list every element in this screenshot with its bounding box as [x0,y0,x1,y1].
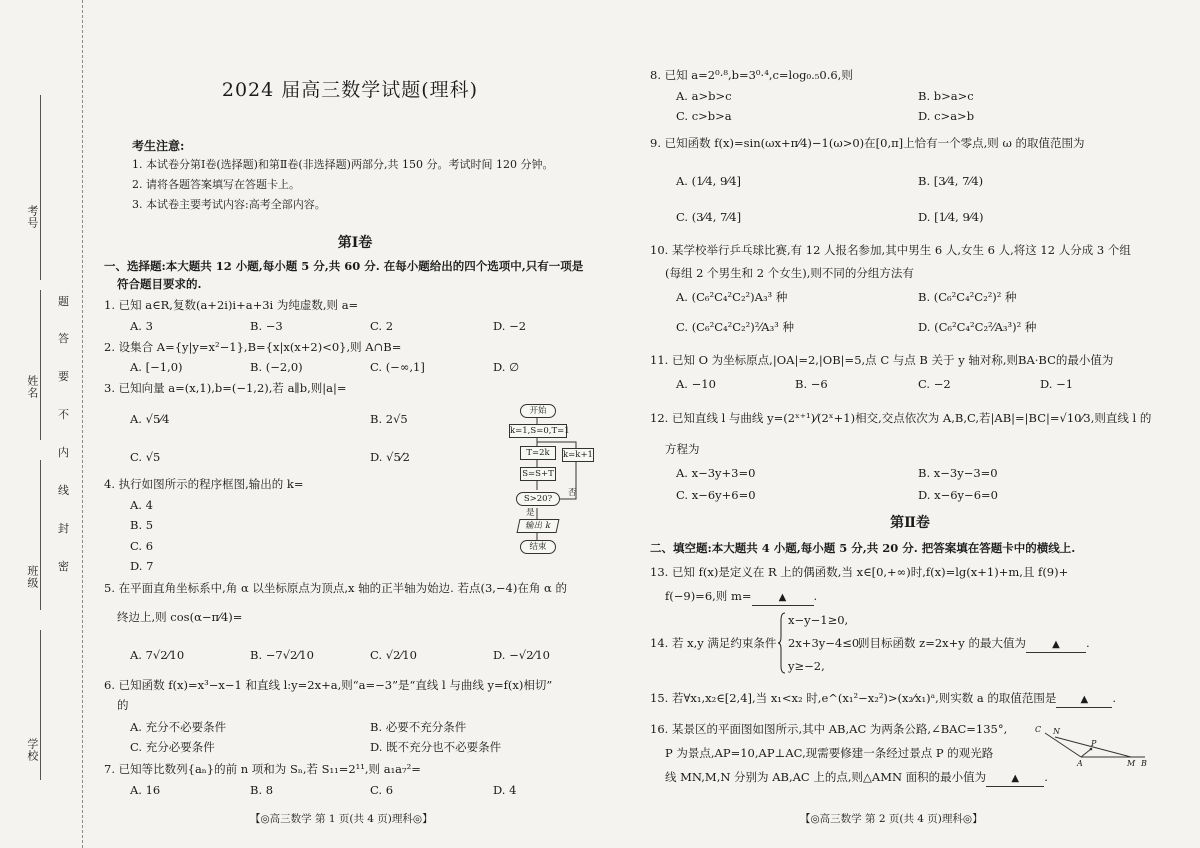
q12-option-b: B. x−3y−3=0 [918,466,998,480]
banji-line [40,460,41,610]
q16-label-c: C [1035,725,1042,734]
q4-stem: 4. 执行如图所示的程序框图,输出的 k= [104,477,304,491]
binding-strip [0,0,83,848]
q4-option-d: D. 7 [130,559,154,573]
q15-wrap: 15. 若∀x₁,x₂∈[2,4],当 x₁<x₂ 时,e^(x₁²−x₂²)>(x₂⁄x₁)ᵃ,则实数 a 的取值范围是 ▲ . [650,691,1116,708]
q13-line2-wrap: f(−9)=6,则 m= ▲ . [665,589,817,606]
q1-option-b: B. −3 [250,319,283,333]
q1-option-a: A. 3 [130,319,153,333]
blank-triangle-icon: ▲ [1052,639,1060,650]
q9-option-c: C. (3⁄4, 7⁄4] [676,210,742,224]
flowchart-out: 输出 k [517,519,560,533]
q14-pre: 14. 若 x,y 满足约束条件 [650,636,777,650]
q8-stem: 8. 已知 a=2⁰·⁸,b=3⁰·⁴,c=log₀.₅0.6,则 [650,68,853,82]
notice-line: 1. 本试卷分第Ⅰ卷(选择题)和第Ⅱ卷(非选择题)两部分,共 150 分。考试时间 120 分钟。 [132,158,554,172]
q6-line2: 的 [117,698,129,712]
q10-line1: 10. 某学校举行乒乓球比赛,有 12 人报名参加,其中男生 6 人,女生 6 人,将这 12 人分成 3 个组 [650,243,1131,257]
flowchart [508,404,598,564]
q8-option-a: A. a>b>c [676,89,732,103]
q1-stem: 1. 已知 a∈R,复数(a+2i)i+a+3i 为纯虚数,则 a= [104,298,359,312]
q7-option-b: B. 8 [250,783,274,797]
q16-label-b: B [1141,759,1147,768]
q4-option-c: C. 6 [130,539,154,553]
q8-option-c: C. c>b>a [676,109,732,123]
q14-c2: 2x+3y−4≤0, [788,636,863,650]
q16-line3-wrap: 线 MN,M,N 分别为 AB,AC 上的点,则△AMN 面积的最小值为 ▲ . [665,770,1048,787]
flowchart-cond: S>20? [516,492,560,506]
notice-line: 2. 请将各题答案填写在答题卡上。 [132,178,300,192]
kaohao-line [40,95,41,280]
flowchart-yes: 是 [526,508,535,518]
q14-post: 则目标函数 z=2x+y 的最大值为 [858,636,1026,650]
page-title: 2024 届高三数学试题(理科) [221,79,479,101]
q2-option-c: C. (−∞,1] [370,360,425,374]
seal-char: 密 [58,560,69,573]
q13-answer-blank[interactable] [752,591,814,606]
seal-char: 线 [58,484,69,497]
q3-option-d: D. √5⁄2 [370,450,411,464]
q10-option-d: D. (C₆²C₄²C₂²⁄A₃³)² 种 [918,320,1037,334]
q4-option-a: A. 4 [130,498,153,512]
q11-option-a: A. −10 [676,377,716,391]
footer-right: 【◎高三数学 第 2 页(共 4 页)理科◎】 [800,813,983,825]
q7-option-d: D. 4 [493,783,517,797]
q5-option-b: B. −7√2⁄10 [250,648,314,662]
q8-option-b: B. b>a>c [918,89,974,103]
q5-option-a: A. 7√2⁄10 [130,648,185,662]
q2-option-a: A. [−1,0) [130,360,183,374]
q16-label-n: N [1053,727,1060,736]
q3-option-a: A. √5⁄4 [130,412,170,426]
xuexiao-line [40,630,41,780]
q15-answer-blank[interactable] [1056,693,1112,708]
q7-option-a: A. 16 [130,783,161,797]
q16-line3: 线 MN,M,N 分别为 AB,AC 上的点,则△AMN 面积的最小值为 [665,770,987,784]
q9-option-d: D. [1⁄4, 9⁄4) [918,210,984,224]
q8-option-d: D. c>a>b [918,109,975,123]
q16-label-m: M [1127,759,1136,768]
q2-stem: 2. 设集合 A={y|y=x²−1},B={x|x(x+2)<0},则 A∩B= [104,340,402,354]
q14-brace [778,612,786,674]
flowchart-inc: k=k+1 [563,450,593,460]
seal-char: 内 [58,446,69,459]
notice-line: 3. 本试卷主要考试内容:高考全部内容。 [132,197,326,211]
q16-label-a: A [1077,759,1083,768]
q12-line2: 方程为 [665,442,700,456]
q14-post-wrap: 则目标函数 z=2x+y 的最大值为 ▲ . [858,636,1090,653]
seal-char: 要 [58,370,69,383]
q13-line1: 13. 已知 f(x)是定义在 R 上的偶函数,当 x∈[0,+∞)时,f(x)=lg(x+1)+m,且 f(9)+ [650,565,1069,579]
q14-c3: y≥−2, [788,659,825,673]
q9-option-a: A. (1⁄4, 9⁄4] [676,174,742,188]
q16-diagram [1033,725,1153,775]
notice-block [132,138,602,218]
q12-option-d: D. x−6y−6=0 [918,488,998,502]
q11-stem: 11. 已知 O 为坐标原点,|OA|=2,|OB|=5,点 C 与点 B 关于 y 轴对称,则BA·BC的最小值为 [650,353,1114,367]
q2-option-d: D. ∅ [493,360,520,374]
q10-line2: (每组 2 个男生和 2 个女生),则不同的分组方法有 [665,266,914,280]
q6-option-d: D. 既不充分也不必要条件 [370,740,502,754]
flowchart-s: S=S+T [520,467,556,481]
q16-line2: P 为景点,AP=10,AP⊥AC,现需要修建一条经过景点 P 的观光路 [665,746,994,760]
flowchart-start: 开始 [520,404,556,418]
xingming-line [40,290,41,440]
q16-label-p: P [1091,739,1097,748]
q11-option-d: D. −1 [1040,377,1074,391]
xuexiao-label: 学校 [25,738,39,762]
q16-line1: 16. 某景区的平面图如图所示,其中 AB,AC 为两条公路,∠BAC=135°, [650,722,1008,736]
blank-triangle-icon: ▲ [1011,773,1020,784]
q14-answer-blank[interactable] [1026,638,1086,653]
q6-line1: 6. 已知函数 f(x)=x³−x−1 和直线 l:y=2x+a,则“a=−3”是“直线 l 与曲线 y=f(x)相切” [104,678,553,692]
q9-stem: 9. 已知函数 f(x)=sin(ωx+π⁄4)−1(ω>0)在[0,π]上恰有一个零点,则 ω 的取值范围为 [650,136,1085,150]
q12-line1: 12. 已知直线 l 与曲线 y=(2ˣ⁺¹)⁄(2ˣ+1)相交,交点依次为 A,B,C,若|AB|=|BC|=√10⁄3,则直线 l 的 [650,411,1152,425]
q4-option-b: B. 5 [130,518,154,532]
flowchart-end: 结束 [520,540,556,554]
footer-left: 【◎高三数学 第 1 页(共 4 页)理科◎】 [250,813,433,825]
part2-heading: 第Ⅱ卷 [890,515,930,531]
q5-line2: 终边上,则 cos(α−π⁄4)= [117,610,243,624]
kaohao-label: 考号 [25,205,39,229]
seal-char: 题 [58,295,69,308]
banji-label: 班级 [25,565,39,589]
q7-option-c: C. 6 [370,783,394,797]
q12-option-c: C. x−6y+6=0 [676,488,756,502]
notice-heading: 考生注意: [132,139,185,153]
q10-option-c: C. (C₆²C₄²C₂²)²⁄A₃³ 种 [676,320,794,334]
q10-option-a: A. (C₆²C₄²C₂²)A₃³ 种 [676,290,788,304]
flowchart-init: k=1,S=0,T=1 [510,426,570,436]
q12-option-a: A. x−3y+3=0 [676,466,756,480]
section1-line1: 一、选择题:本大题共 12 小题,每小题 5 分,共 60 分. 在每小题给出的四个选项中,只有一项是 [104,259,584,273]
q6-option-b: B. 必要不充分条件 [370,720,467,734]
part1-heading: 第Ⅰ卷 [337,235,373,251]
q6-option-a: A. 充分不必要条件 [130,720,227,734]
q9-option-b: B. [3⁄4, 7⁄4) [918,174,984,188]
q6-option-c: C. 充分必要条件 [130,740,215,754]
q5-option-d: D. −√2⁄10 [493,648,550,662]
q7-stem: 7. 已知等比数列{aₙ}的前 n 项和为 Sₙ,若 S₁₁=2¹¹,则 a₁a₇²= [104,762,421,776]
q2-option-b: B. (−2,0) [250,360,303,374]
q11-option-b: B. −6 [795,377,828,391]
seal-char: 答 [58,332,69,345]
q14-c1: x−y−1≥0, [788,613,849,627]
q5-option-c: C. √2⁄10 [370,648,417,662]
q1-option-d: D. −2 [493,319,527,333]
q11-option-c: C. −2 [918,377,951,391]
seal-char: 不 [58,408,69,421]
q3-option-b: B. 2√5 [370,412,408,426]
flowchart-no: 否 [568,488,577,498]
q13-line2: f(−9)=6,则 m= [665,589,752,603]
q5-line1: 5. 在平面直角坐标系中,角 α 以坐标原点为顶点,x 轴的正半轴为始边. 若点(3,−4)在角 α 的 [104,581,567,595]
blank-triangle-icon: ▲ [1080,694,1089,705]
xingming-label: 姓名 [25,375,39,399]
flowchart-t: T=2k [520,446,556,460]
q3-stem: 3. 已知向量 a=(x,1),b=(−1,2),若 a∥b,则|a|= [104,381,347,395]
q1-option-c: C. 2 [370,319,394,333]
q15-stem: 15. 若∀x₁,x₂∈[2,4],当 x₁<x₂ 时,e^(x₁²−x₂²)>(x₂⁄x₁)ᵃ,则实数 a 的取值范围是 [650,691,1057,705]
seal-char: 封 [58,522,69,535]
blank-triangle-icon: ▲ [778,592,787,603]
q10-option-b: B. (C₆²C₄²C₂²)² 种 [918,290,1017,304]
section1-line2: 符合题目要求的. [117,277,202,291]
q3-option-c: C. √5 [130,450,161,464]
section2-heading: 二、填空题:本大题共 4 小题,每小题 5 分,共 20 分. 把答案填在答题卡中的横线上. [650,541,1076,555]
